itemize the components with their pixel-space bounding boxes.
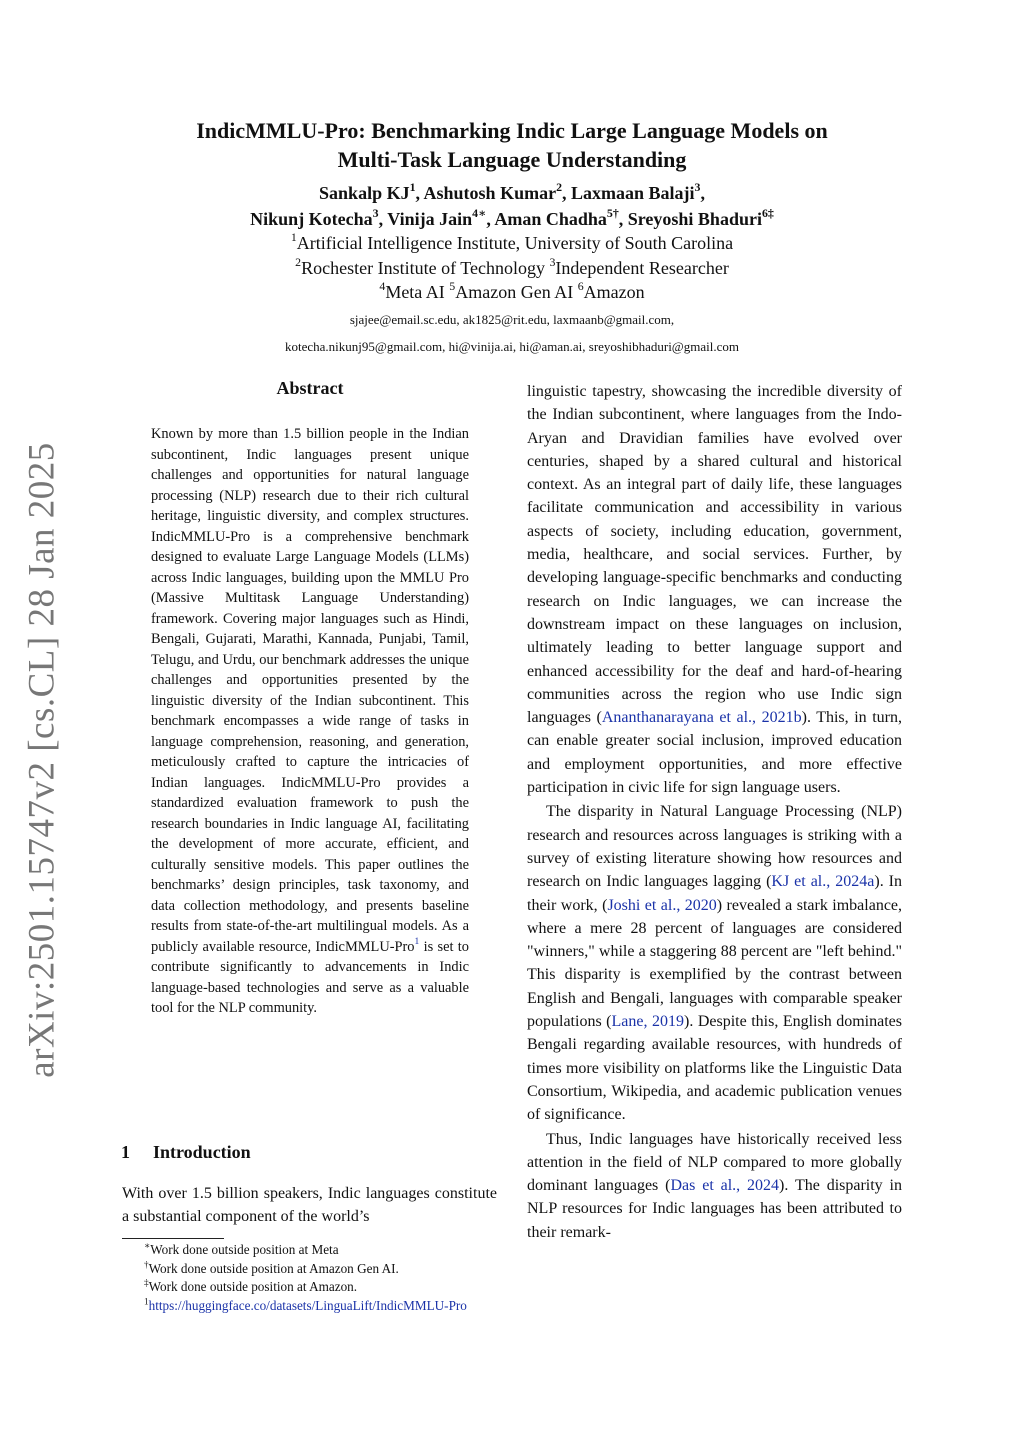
footnote-mark: ‡	[144, 1277, 149, 1288]
citation-link[interactable]: Das et al., 2024	[670, 1177, 780, 1195]
citation-link[interactable]: Joshi et al., 2020	[607, 896, 717, 914]
affiliation-text: Meta AI	[385, 282, 450, 302]
title-line-1: IndicMMLU-Pro: Benchmarking Indic Large Language Models on	[196, 118, 828, 143]
paragraph-text: ). The disparity in NLP resources for Indic languages has been attributed to their remark-	[527, 1177, 902, 1241]
footnotes	[122, 1241, 507, 1315]
author-name: Sreyoshi Bhaduri	[627, 209, 762, 229]
abstract-body	[151, 424, 469, 1019]
affiliation-mark: 2	[295, 254, 302, 269]
footnote-text: Work done outside position at Amazon Gen AI.	[148, 1260, 399, 1276]
title-line-2: Multi-Task Language Understanding	[337, 147, 687, 172]
paper-title	[100, 116, 924, 174]
author-emails	[100, 306, 924, 360]
author-name: Ashutosh Kumar	[423, 183, 557, 203]
intro-paragraph-2	[527, 800, 902, 1126]
arxiv-stamp-text: arXiv:2501.15747v2 [cs.CL] 28 Jan 2025	[21, 442, 63, 1078]
author-name: Nikunj Kotecha	[250, 209, 373, 229]
paragraph-text: ). In their work, (	[527, 873, 903, 914]
intro-paragraphs-right	[527, 380, 902, 1244]
affiliation-text: Independent Researcher	[555, 257, 729, 278]
footnote-text: Work done outside position at Meta	[150, 1242, 339, 1257]
affiliation-text: Amazon	[583, 282, 645, 302]
paragraph-text: ) revealed a stark imbalance, where a mere 28 percent of languages are considered "winners," while a staggering 88 percent are "left behind." This disparity is exemplified by the contrast between English and Bengali, languages with comparable speaker populations (	[527, 896, 903, 1031]
email-line-1: sjajee@email.sc.edu, ak1825@rit.edu, laxmaanb@gmail.com,	[349, 312, 675, 327]
abstract-text-end: is set to contribute significantly to advancements in Indic language-based technologies and serve as a valuable tool for the NLP community.	[151, 938, 469, 1016]
author-affiliation-mark: 6‡	[761, 206, 774, 221]
affiliation-text: Rochester Institute of Technology	[301, 257, 550, 278]
affiliation-line-3	[100, 280, 924, 305]
author-affiliation-mark: 3	[694, 180, 701, 195]
author-affiliation-mark: 4∗	[472, 206, 487, 221]
affiliation-mark: 5	[449, 279, 456, 294]
affiliation-mark: 1	[290, 230, 297, 245]
abstract-text: Known by more than 1.5 billion people in the Indian subcontinent, Indic languages present unique challenges and opportunities for natural language processing (NLP) research due to their rich cultural heritage, linguistic diversity, and complex structures. IndicMMLU-Pro is a comprehensive benchmark designed to evaluate Large Language Models (LLMs) across Indic languages, building upon the MMLU Pro (Massive Multitask Language Understanding) framework. Covering major languages such as Hindi, Bengali, Gujarati, Marathi, Kannada, Punjabi, Tamil, Telugu, and Urdu, our benchmark addresses the unique challenges and opportunities presented by the linguistic diversity of the Indian subcontinent. This benchmark encompasses a wide range of tasks in language comprehension, reasoning, and generation, meticulously crafted to capture the intricacies of Indian languages. IndicMMLU-Pro provides a standardized evaluation framework to push the research boundaries in Indic language AI, facilitating the development of more accurate, efficient, and culturally sensitive models. This paper outlines the benchmarks’ design principles, task taxonomy, and data collection methodology, and presents baseline results from state-of-the-art multilingual models. As a publicly available resource, IndicMMLU-Pro	[151, 426, 469, 955]
footnote-divider	[122, 1238, 224, 1239]
intro-text: With over 1.5 billion speakers, Indic languages constitute a substantial component of the world’s	[122, 1185, 497, 1226]
footnote-4	[122, 1297, 507, 1316]
affiliation-line-1	[100, 231, 924, 256]
citation-link[interactable]: Ananthanarayana et al., 2021b	[601, 709, 802, 727]
affiliation-line-2	[100, 256, 924, 281]
paragraph-text: linguistic tapestry, showcasing the incredible diversity of the Indian subcontinent, where languages from the Indo-Aryan and Dravidian families have evolved over centuries, shaped by a shared cultural and historical context. As an integral part of daily life, these languages facilitate communication and accessibility in various aspects of society, including education, government, media, healthcare, and social services. Further, by developing language-specific benchmarks and conducting research on Indic languages, we can increase the downstream impact on these languages on inclusion, ultimately leading to better language support and enhanced accessibility for the deaf and hard-of-hearing communities across the region who use Indic sign languages (	[527, 383, 902, 727]
section-number: 1	[121, 1142, 130, 1162]
author-name: Sankalp KJ	[319, 183, 410, 203]
paragraph-text: Thus, Indic languages have historically received less attention in the field of NLP compared to more globally dominant languages (	[527, 1130, 902, 1195]
intro-paragraph-3	[527, 1128, 902, 1244]
footnote-2	[122, 1260, 507, 1279]
footnote-text: Work done outside position at Amazon.	[148, 1279, 358, 1294]
footnote-mark: 1	[144, 1296, 149, 1307]
section-title: Introduction	[153, 1142, 251, 1162]
footnote-1	[122, 1241, 507, 1260]
author-list	[100, 180, 924, 232]
author-line-1: Sankalp $KJ^1$, Ashutosh Kumar$^2$, Laxmaan Balaji$^3$,	[319, 180, 705, 203]
author-affiliation-mark: 5†	[606, 206, 619, 221]
author-line-2: Nikunj Kotecha$^3$, Vinija Jain$^{4∗}$, Aman Chadha$^{5\dagger}$, Sreyoshi Bhaduri$^{6\ddagger}$	[250, 206, 774, 229]
footnote-ref[interactable]: 1	[414, 937, 420, 948]
affiliation-mark: 4	[379, 279, 386, 294]
affiliation-text: Amazon Gen AI	[455, 282, 578, 302]
author-affiliation-mark: 1	[409, 180, 416, 195]
arxiv-identifier-stamp	[16, 442, 68, 1078]
paragraph-text: ). Despite this, English dominates Bengali regarding available resources, with hundreds of times more visibility on platforms like the Linguistic Data Consortium, Wikipedia, and academic publication venues of significance.	[527, 1013, 902, 1124]
author-affiliation-mark: 2	[556, 180, 562, 195]
author-affiliation-mark: 3	[372, 206, 379, 221]
citation-link[interactable]: KJ et al., 2024a	[771, 873, 875, 891]
affiliation-mark: 3	[549, 254, 556, 269]
affiliation-text: Artificial Intelligence Institute, University of South Carolina	[296, 233, 734, 253]
footnote-mark: ∗	[144, 1240, 151, 1251]
footnote-mark: †	[144, 1259, 149, 1270]
affiliations	[100, 231, 924, 305]
section-heading-introduction	[121, 1142, 251, 1163]
dataset-link[interactable]: https://huggingface.co/datasets/LinguaLift/IndicMMLU-Pro	[148, 1297, 467, 1313]
author-name: Laxmaan Balaji	[571, 183, 695, 203]
paragraph-text: ). This, in turn, can enable greater social inclusion, improved education and employment opportunities, and more effective participation in civic life for sign language users.	[527, 709, 903, 797]
paragraph-text: The disparity in Natural Language Processing (NLP) research and resources across languages is striking with a survey of existing literature showing how resources and research on Indic languages lagging (	[527, 803, 902, 891]
affiliation-mark: 6	[577, 279, 584, 294]
intro-paragraph-left	[122, 1182, 497, 1229]
email-line-2: kotecha.nikunj95@gmail.com, hi@vinija.ai, hi@aman.ai, sreyoshibhaduri@gmail.com	[284, 339, 740, 354]
intro-paragraph-1	[527, 380, 902, 799]
footnote-3	[122, 1278, 507, 1297]
abstract-heading: Abstract	[276, 378, 344, 398]
author-name: Vinija Jain	[387, 209, 473, 229]
citation-link[interactable]: Lane, 2019	[611, 1013, 684, 1031]
author-name: Aman Chadha	[494, 209, 607, 229]
